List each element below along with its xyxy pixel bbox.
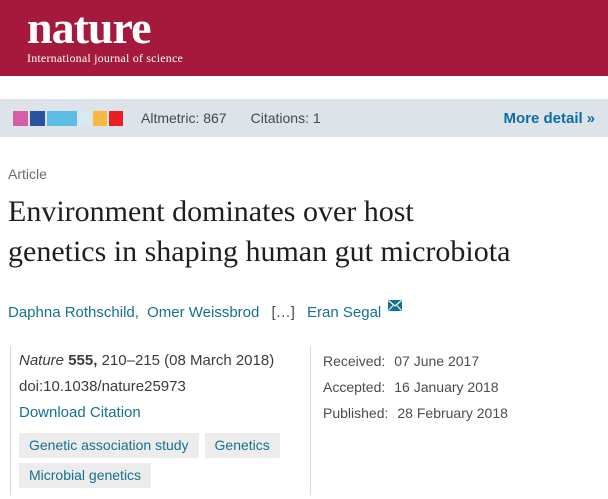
- article-title-line-1: Environment dominates over host: [8, 195, 414, 228]
- dark-blue-segment: [30, 111, 45, 126]
- author-ellipsis: […]: [271, 304, 295, 321]
- altmetric-segments: [13, 111, 125, 126]
- download-citation-link[interactable]: Download Citation: [19, 404, 141, 421]
- amber-segment: [93, 111, 107, 126]
- received-date-row: [323, 348, 608, 374]
- accepted-date-row: [323, 374, 608, 400]
- red-segment: [109, 111, 123, 126]
- author-link-omer-weissbrod[interactable]: Omer Weissbrod: [147, 304, 260, 321]
- more-detail-link[interactable]: [503, 110, 595, 127]
- article-type-label: Article: [8, 166, 47, 182]
- subject-tags: [19, 433, 301, 493]
- more-detail-label: More detail: [503, 109, 583, 127]
- published-date-row: [323, 400, 608, 426]
- magenta-segment: [13, 111, 28, 126]
- citation-pages-date: 210–215 (08 March 2018): [101, 352, 275, 369]
- double-chevron-icon: »: [586, 109, 595, 127]
- author-link-daphna-rothschild[interactable]: Daphna Rothschild: [8, 304, 135, 321]
- history-block: [310, 346, 608, 495]
- accepted-value: 16 January 2018: [394, 379, 499, 395]
- subject-tag-microbial-genetics[interactable]: Microbial genetics: [19, 463, 151, 488]
- sky-blue-segment: [47, 111, 77, 126]
- masthead: [0, 0, 608, 76]
- citations-count: Citations: 1: [250, 110, 321, 126]
- article-title: [8, 192, 608, 272]
- altmetric-score: Altmetric: 867: [141, 110, 227, 126]
- citation-block: [10, 346, 310, 495]
- author-separator: ,: [134, 304, 139, 321]
- citation-line: [19, 348, 310, 374]
- received-label: Received:: [323, 353, 386, 369]
- article-meta: [10, 346, 608, 495]
- citation-volume: 555,: [68, 352, 98, 369]
- subject-tag-genetics[interactable]: Genetics: [205, 433, 280, 458]
- accepted-label: Accepted:: [323, 379, 386, 395]
- author-list: [8, 298, 608, 321]
- doi: doi:10.1038/nature25973: [19, 378, 186, 395]
- author-link-eran-segal[interactable]: Eran Segal: [307, 304, 382, 321]
- citation-journal: Nature: [19, 352, 65, 369]
- metrics-bar: [0, 99, 608, 137]
- nature-logo[interactable]: nature: [27, 2, 151, 53]
- received-value: 07 June 2017: [394, 353, 480, 369]
- article-title-line-2: genetics in shaping human gut microbiota: [8, 235, 511, 268]
- journal-tagline: International journal of science: [27, 51, 184, 65]
- published-value: 28 February 2018: [397, 405, 508, 421]
- pale-blue-segment: [79, 111, 91, 126]
- envelope-icon[interactable]: [388, 298, 402, 315]
- subject-tag-genetic-association-study[interactable]: Genetic association study: [19, 433, 199, 458]
- published-label: Published:: [323, 405, 389, 421]
